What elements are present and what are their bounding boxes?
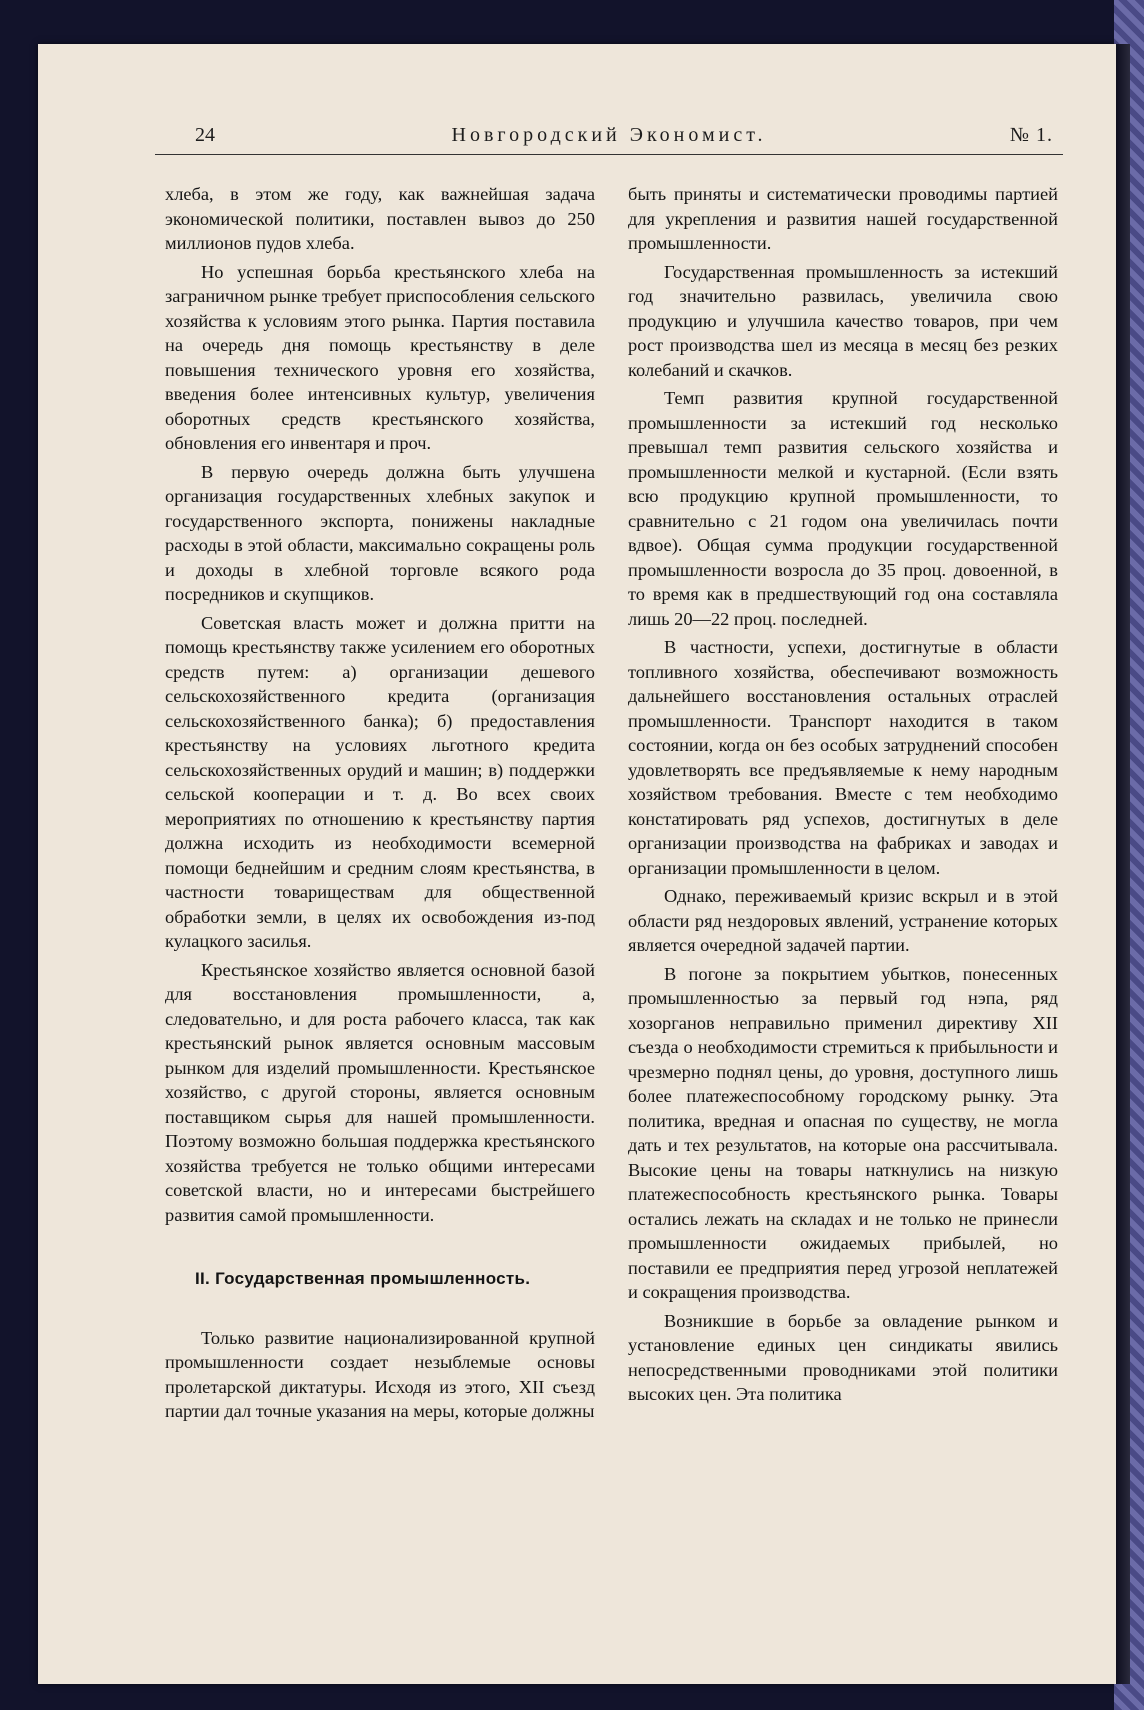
issue-number: № 1. <box>1009 124 1053 146</box>
paragraph: быть приняты и систематически проводимы партией для укрепления и развития нашей государственной промышленности. <box>628 184 1058 253</box>
page-edge-shadow <box>1116 44 1130 1684</box>
left-column <box>165 182 595 1424</box>
paragraph: Государственная промышленность за истекший год значительно развилась, увеличила свою продукцию и улучшила качество товаров, при чем рост производства шел из месяца в месяц без резких колебаний и скачков. <box>628 261 1058 380</box>
paragraph: хлеба, в этом же году, как важнейшая задача экономической политики, поставлен вывоз до 250 миллионов пудов хлеба. <box>165 184 595 253</box>
paragraph: Возникшие в борьбе за овладение рынком и установление единых цен синдикаты явились непосредственными проводниками этой политики высоких цен. Эта политика <box>628 1310 1058 1404</box>
running-header <box>155 124 1063 155</box>
journal-title: Новгородский Экономист. <box>451 124 767 146</box>
paragraph: Советская власть может и должна притти на помощь крестьянству также усилением его оборотных средств путем: а) организации дешевого сельскохозяйственного кредита (организация сельскохозяйственного банка); б) предоставления крестьянству на условиях льготного кредита сельскохозяйственных орудий и машин; в) поддержки сельской кооперации и т. д. Во всех своих мероприятиях по отношению к крестьянству партия должна исходить из необходимости всемерной помощи беднейшим и средним слоям крестьянства, в частности товариществам для общественной обработки земли, в целях их освобождения из-под кулацкого засилья. <box>165 612 595 951</box>
paragraph: Однако, переживаемый кризис вскрыл и в этой области ряд нездоровых явлений, устранение которых является очередной задачей партии. <box>628 886 1058 955</box>
paragraph: Крестьянское хозяйство является основной базой для восстановления промышленности, а, следовательно, и для роста рабочего класса, так как крестьянский рынок является основным массовым рынком для изделий промышленности. Крестьянское хозяйство, с другой стороны, является основным поставщиком сырья для нашей промышленности. Поэтому возможно большая поддержка крестьянского хозяйства требуется не только общими интересами советской власти, но и интересами быстрейшего развития самой промышленности. <box>165 959 595 1225</box>
paragraph: Темп развития крупной государственной промышленности за истекший год несколько превышал темп развития сельского хозяйства и промышленности мелкой и кустарной. (Если взять всю продукцию крупной промышленности, то сравнительно с 21 годом она увеличилась почти вдвое). Общая сумма продукции государственной промышленности возросла до 35 проц. довоенной, в то время как в предшествующий год она составляла лишь 20—22 проц. последней. <box>628 388 1058 629</box>
paragraph: В первую очередь должна быть улучшена организация государственных хлебных закупок и государственного экспорта, понижены накладные расходы в этой области, максимально сокращены роль и доходы в хлебной торговле всякого рода посредников и скупщиков. <box>165 461 595 604</box>
section-heading: II. Государственная промышленность. <box>195 1269 531 1288</box>
paragraph: В погоне за покрытием убытков, понесенных промышленностью за первый год нэпа, ряд хозорганов неправильно применил директиву XII съезда о необходимости стремиться к прибыльности и чрезмерно поднял цены, до уровня, доступного лишь более платежеспособному городскому рынку. Эта политика, вредная и опасная по существу, не могла дать и тех результатов, на которые она рассчитывала. Высокие цены на товары наткнулись на низкую платежеспособность крестьянского рынка. Товары остались лежать на складах и не только не принесли промышленности ожидаемых прибылей, но поставили ее предприятия перед угрозой неплатежей и сокращения производства. <box>628 963 1058 1302</box>
paragraph: Только развитие национализированной крупной промышленности создает незыблемые основы пролетарской диктатуры. Исходя из этого, XII съезд партии дал точные указания на меры, которые должны <box>165 1327 595 1421</box>
paragraph: В частности, успехи, достигнутые в области топливного хозяйства, обеспечивают возможность дальнейшего восстановления остальных отраслей промышленности. Транспорт находится в таком состоянии, когда он без особых затруднений способен удовлетворять все предъявляемые к нему народным хозяйством требования. Вместе с тем необходимо констатировать ряд успехов, достигнутых в деле организации производства на фабриках и заводах и организации промышленности в целом. <box>628 637 1058 878</box>
page-number: 24 <box>195 124 215 146</box>
right-column <box>628 182 1058 1407</box>
paragraph: Но успешная борьба крестьянского хлеба на заграничном рынке требует приспособления сельского хозяйства к условиям этого рынка. Партия поставила на очередь дня помощь крестьянству в деле повышения технического уровня его хозяйства, введения более интенсивных культур, увеличения оборотных средств крестьянского хозяйства, обновления его инвентаря и проч. <box>165 261 595 453</box>
